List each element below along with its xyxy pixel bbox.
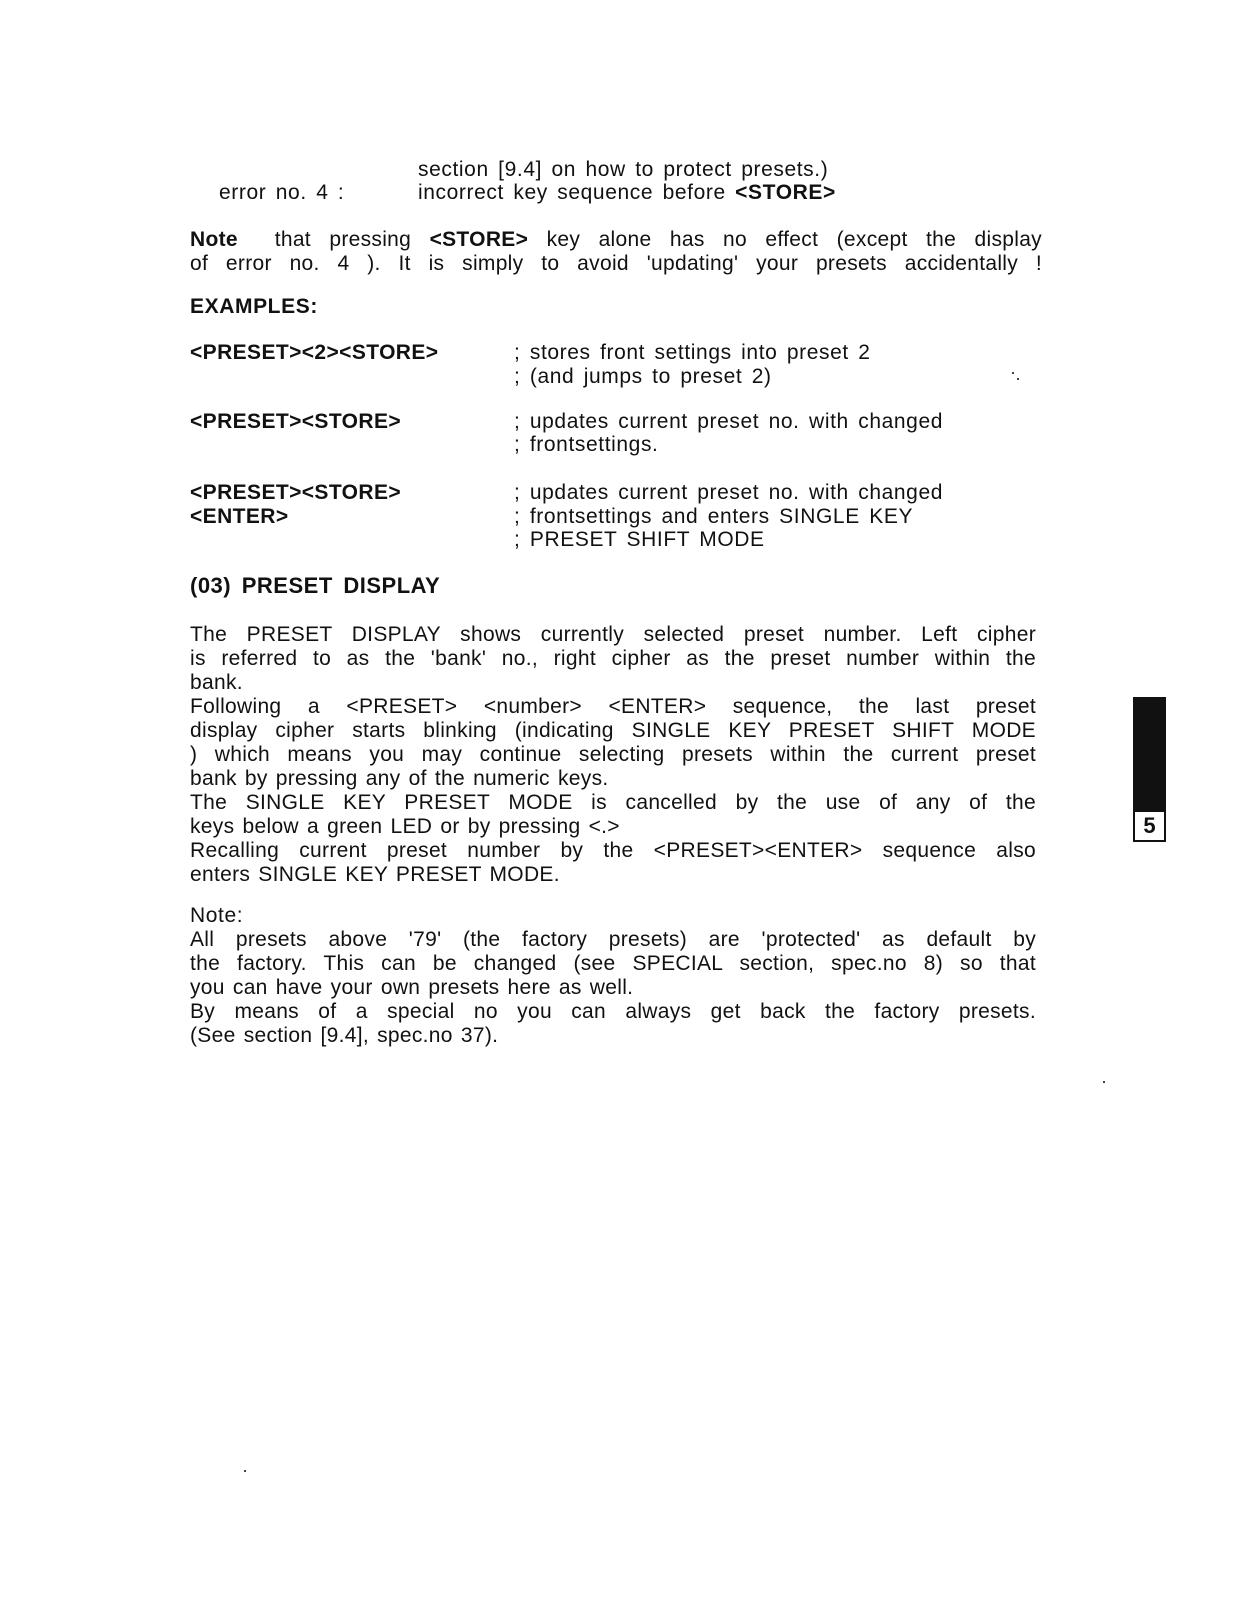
note-line-2: of error no. 4 ). It is simply to avoid 'updating' your presets accidentally !	[190, 252, 1042, 275]
body-line: display cipher starts blinking (indicating SINGLE KEY PRESET SHIFT MODE	[190, 719, 1036, 742]
body-line: The PRESET DISPLAY shows currently selected preset number. Left cipher	[190, 623, 1036, 646]
note2-line: (See section [9.4], spec.no 37).	[190, 1024, 499, 1047]
body-line: enters SINGLE KEY PRESET MODE.	[190, 863, 560, 886]
body-line: Following a <PRESET> <number> <ENTER> sequence, the last preset	[190, 695, 1036, 718]
body-line: bank.	[190, 671, 243, 694]
example-comment: ; frontsettings.	[514, 433, 659, 456]
error-label: error no. 4 :	[219, 181, 345, 204]
error-description	[418, 181, 836, 205]
note2-line: All presets above '79' (the factory presets) are 'protected' as default by	[190, 928, 1036, 951]
section-heading: (03) PRESET DISPLAY	[190, 573, 441, 598]
body-line: ) which means you may continue selecting presets within the current preset	[190, 743, 1036, 766]
body-line: Recalling current preset number by the <PRESET><ENTER> sequence also	[190, 839, 1036, 862]
example-code: <PRESET><2><STORE>	[190, 341, 439, 364]
example-comment: ; stores front settings into preset 2	[514, 341, 871, 364]
scan-speck	[244, 1470, 246, 1472]
note-text-a: that pressing	[274, 228, 430, 251]
example-comment: ; frontsettings and enters SINGLE KEY	[514, 505, 914, 528]
examples-heading: EXAMPLES:	[190, 295, 318, 318]
note2-body	[190, 928, 1036, 1048]
note-line-1	[190, 228, 1042, 252]
note-label: Note	[190, 228, 238, 251]
error-text: incorrect key sequence before	[418, 181, 736, 204]
note2-line: you can have your own presets here as well.	[190, 976, 634, 999]
chapter-tab-number: 5	[1133, 810, 1166, 842]
scan-speck	[1012, 372, 1014, 374]
error-key: <STORE>	[735, 181, 836, 204]
body-line: bank by pressing any of the numeric keys.	[190, 767, 609, 790]
example-code: <PRESET><STORE>	[190, 481, 402, 504]
example-comment: ; (and jumps to preset 2)	[514, 365, 772, 388]
note2-line: By means of a special no you can always get back the factory presets.	[190, 1000, 1036, 1023]
example-comment: ; PRESET SHIFT MODE	[514, 528, 765, 551]
continuation-line: section [9.4] on how to protect presets.)	[418, 158, 829, 181]
note2-label: Note:	[190, 904, 244, 927]
body-line: keys below a green LED or by pressing <.>	[190, 815, 620, 838]
example-comment: ; updates current preset no. with changed	[514, 481, 944, 504]
note-paragraph	[190, 228, 1042, 276]
section-body	[190, 623, 1036, 887]
scan-speck	[1103, 1081, 1105, 1083]
note-key: <STORE>	[429, 228, 529, 251]
body-line: is referred to as the 'bank' no., right cipher as the preset number within the	[190, 647, 1036, 670]
body-line: The SINGLE KEY PRESET MODE is cancelled by the use of any of the	[190, 791, 1036, 814]
example-comment: ; updates current preset no. with changed	[514, 410, 944, 433]
scan-speck	[1017, 378, 1019, 380]
example-code: <PRESET><STORE>	[190, 410, 402, 433]
note-text-b: key alone has no effect (except the display	[528, 228, 1042, 251]
example-code: <ENTER>	[190, 505, 289, 528]
note2-line: the factory. This can be changed (see SPECIAL section, spec.no 8) so that	[190, 952, 1036, 975]
